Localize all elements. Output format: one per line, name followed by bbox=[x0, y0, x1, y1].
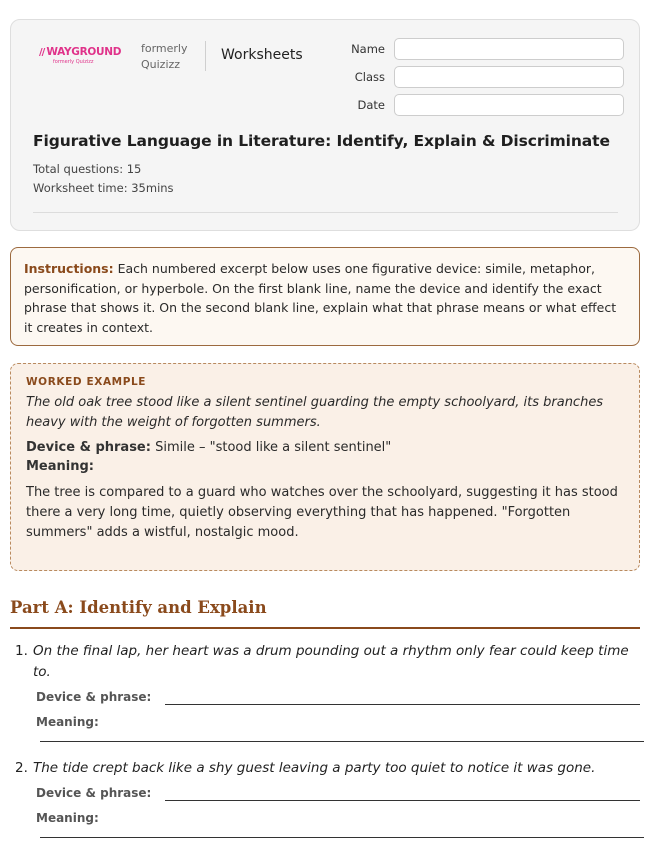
meaning-label: Meaning: bbox=[26, 459, 94, 474]
class-label: Class bbox=[354, 70, 385, 84]
name-field-row bbox=[345, 38, 624, 60]
worksheet-title: Figurative Language in Literature: Identify, Explain & Discriminate bbox=[33, 132, 610, 150]
meaning-answer-line[interactable] bbox=[40, 837, 644, 838]
part-a-rule bbox=[10, 627, 640, 629]
meaning-answer-line[interactable] bbox=[40, 741, 644, 742]
question-text bbox=[15, 641, 640, 683]
class-input[interactable] bbox=[394, 66, 624, 88]
question-1 bbox=[15, 641, 640, 736]
worked-example-device bbox=[26, 440, 624, 455]
logo-subtext: formerly Quizizz bbox=[53, 59, 94, 65]
formerly-line1: formerly bbox=[141, 42, 188, 55]
question-excerpt: The tide crept back like a shy guest leaving a party too quiet to notice it was gone. bbox=[33, 760, 596, 776]
device-answer-line[interactable] bbox=[165, 800, 640, 801]
meaning-answer-row bbox=[15, 711, 640, 736]
class-field-row bbox=[345, 66, 624, 88]
worked-example-passage: The old oak tree stood like a silent sentinel guarding the empty schoolyard, its branches heavy with the weight of forgotten summers. bbox=[26, 395, 604, 430]
worked-example-meaning: The tree is compared to a guard who watches over the schoolyard, suggesting it has stood there a very long time, quietly observing everything that has happened. "Forgotten summers" adds a wistful, nostalgic mood. bbox=[26, 485, 618, 540]
logo-text: WAYGROUND bbox=[46, 46, 122, 58]
worksheet-header bbox=[10, 19, 640, 231]
device-value: Simile – "stood like a silent sentinel" bbox=[150, 440, 392, 455]
worked-example-heading: WORKED EXAMPLE bbox=[26, 376, 147, 388]
name-label: Name bbox=[351, 42, 385, 56]
instructions-box bbox=[10, 247, 640, 346]
device-answer-row bbox=[15, 782, 640, 807]
total-questions: Total questions: 15 bbox=[33, 162, 142, 176]
question-number: 1. bbox=[15, 643, 28, 659]
meaning-label: Meaning: bbox=[36, 811, 99, 825]
date-field-row bbox=[345, 94, 624, 116]
instructions-text: Each numbered excerpt below uses one figurative device: simile, metaphor, personification, or hyperbole. On the first blank line, name the device and identify the exact phrase that shows it. On the second blank line, explain what that phrase means or what effect it creates in context. bbox=[24, 261, 617, 335]
logo-bars-icon: // bbox=[39, 46, 45, 58]
formerly-note bbox=[141, 41, 188, 73]
question-number: 2. bbox=[15, 760, 28, 776]
device-label: Device & phrase: bbox=[26, 440, 151, 455]
worked-example-box bbox=[10, 363, 640, 571]
device-answer-row bbox=[15, 686, 640, 711]
device-phrase-label: Device & phrase: bbox=[36, 690, 152, 704]
name-input[interactable] bbox=[394, 38, 624, 60]
header-divider bbox=[205, 41, 206, 71]
formerly-line2: Quizizz bbox=[141, 58, 181, 71]
date-label: Date bbox=[357, 98, 385, 112]
instructions-label: Instructions: bbox=[24, 261, 114, 276]
header-rule bbox=[33, 212, 618, 213]
question-excerpt: On the final lap, her heart was a drum pounding out a rhythm only fear could keep time to. bbox=[33, 643, 629, 680]
wayground-logo bbox=[39, 46, 129, 78]
meaning-label: Meaning: bbox=[36, 715, 99, 729]
device-answer-line[interactable] bbox=[165, 704, 640, 705]
meaning-answer-row bbox=[15, 807, 640, 832]
device-phrase-label: Device & phrase: bbox=[36, 786, 152, 800]
section-label: Worksheets bbox=[221, 47, 303, 63]
part-a-title: Part A: Identify and Explain bbox=[10, 598, 267, 617]
question-2 bbox=[15, 758, 640, 832]
date-input[interactable] bbox=[394, 94, 624, 116]
question-text bbox=[15, 758, 640, 779]
worksheet-time: Worksheet time: 35mins bbox=[33, 181, 174, 195]
